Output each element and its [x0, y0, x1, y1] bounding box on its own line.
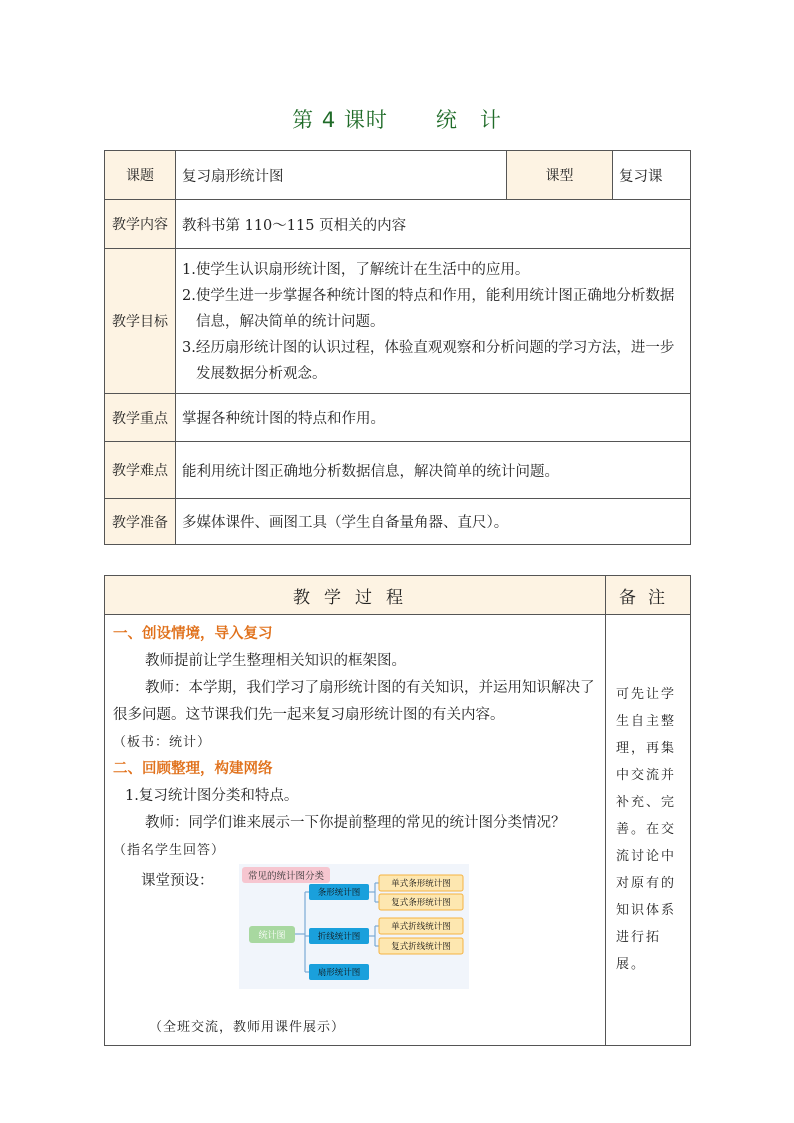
board-note: （板书：统计）: [113, 735, 212, 750]
closing-note: （全班交流，教师用课件展示）: [149, 1020, 346, 1035]
section-1-para-2: 教师：本学期，我们学习了扇形统计图的有关知识，并运用知识解决了很多问题。这节课我们先一起来复习扇形统计图的有关内容。: [113, 680, 595, 723]
process-body-row: [105, 615, 691, 1046]
diagram-header-text: 常见的统计图分类: [247, 871, 325, 882]
process-header-row: [105, 576, 691, 615]
process-header: 教学过程: [105, 576, 606, 615]
topic-char-1: 统: [435, 108, 458, 132]
difficulty-label: 教学难点: [105, 442, 176, 499]
single-bar-text: 单式条形统计图: [391, 879, 451, 889]
key-row: [105, 394, 691, 442]
lesson-number: 第 4 课时: [292, 108, 388, 132]
content-value: 教科书第 110～115 页相关的内容: [176, 200, 691, 249]
difficulty-value: 能利用统计图正确地分析数据信息，解决简单的统计问题。: [176, 442, 691, 499]
compound-line-text: 复式折线统计图: [391, 942, 451, 952]
section-2-title: 二、回顾整理，构建网络: [113, 761, 273, 777]
type-label: 课型: [507, 151, 613, 200]
line-chart-text: 折线统计图: [317, 932, 361, 942]
objective-3: 3.经历扇形统计图的认识过程，体验直观观察和分析问题的学习方法，进一步发展数据分析观念。: [182, 340, 675, 382]
bar-chart-text: 条形统计图: [317, 888, 361, 898]
notes-header: 备注: [606, 576, 691, 615]
section-1-title: 一、创设情境，导入复习: [113, 626, 273, 642]
process-content: [105, 615, 606, 1046]
diagram-root-text: 统计图: [258, 931, 286, 941]
prep-row: [105, 499, 691, 545]
key-label: 教学重点: [105, 394, 176, 442]
student-answer-note: （指名学生回答）: [113, 843, 226, 858]
topic-label: 课题: [105, 151, 176, 200]
section-1-para-1: 教师提前让学生整理相关知识的框架图。: [145, 653, 406, 669]
page-title: [0, 104, 794, 134]
objectives-row: [105, 249, 691, 394]
section-2-para-1: 教师：同学们谁来展示一下你提前整理的常见的统计图分类情况？: [145, 815, 566, 831]
objectives-list: [176, 249, 691, 394]
classification-tree: [239, 864, 469, 989]
single-line-text: 单式折线统计图: [391, 922, 451, 932]
chart-classification-diagram: [239, 864, 469, 989]
content-label: 教学内容: [105, 200, 176, 249]
objective-2: 2.使学生进一步掌握各种统计图的特点和作用，能利用统计图正确地分析数据信息，解决简单的统计问题。: [182, 288, 675, 330]
content-row: [105, 200, 691, 249]
topic-char-2: 计: [479, 108, 502, 132]
pie-chart-text: 扇形统计图: [317, 968, 361, 978]
topic-value: 复习扇形统计图: [176, 151, 507, 200]
objective-1: 1.使学生认识扇形统计图，了解统计在生活中的应用。: [182, 262, 530, 278]
objectives-label: 教学目标: [105, 249, 176, 394]
teaching-process-table: [104, 575, 691, 1046]
compound-bar-text: 复式条形统计图: [391, 898, 451, 908]
preset-label: 课堂预设：: [141, 873, 214, 889]
prep-value: 多媒体课件、画图工具（学生自备量角器、直尺）。: [176, 499, 691, 545]
lesson-info-table: [104, 150, 691, 545]
type-value: 复习课: [613, 151, 691, 200]
topic-row: [105, 151, 691, 200]
section-2-item-1: 1.复习统计图分类和特点。: [125, 788, 299, 804]
difficulty-row: [105, 442, 691, 499]
key-value: 掌握各种统计图的特点和作用。: [176, 394, 691, 442]
class-preset: [113, 864, 597, 1014]
notes-content: 可先让学生自主整理，再集中交流并补充、完善。在交流讨论中对原有的知识体系进行拓展。: [606, 615, 691, 1046]
prep-label: 教学准备: [105, 499, 176, 545]
